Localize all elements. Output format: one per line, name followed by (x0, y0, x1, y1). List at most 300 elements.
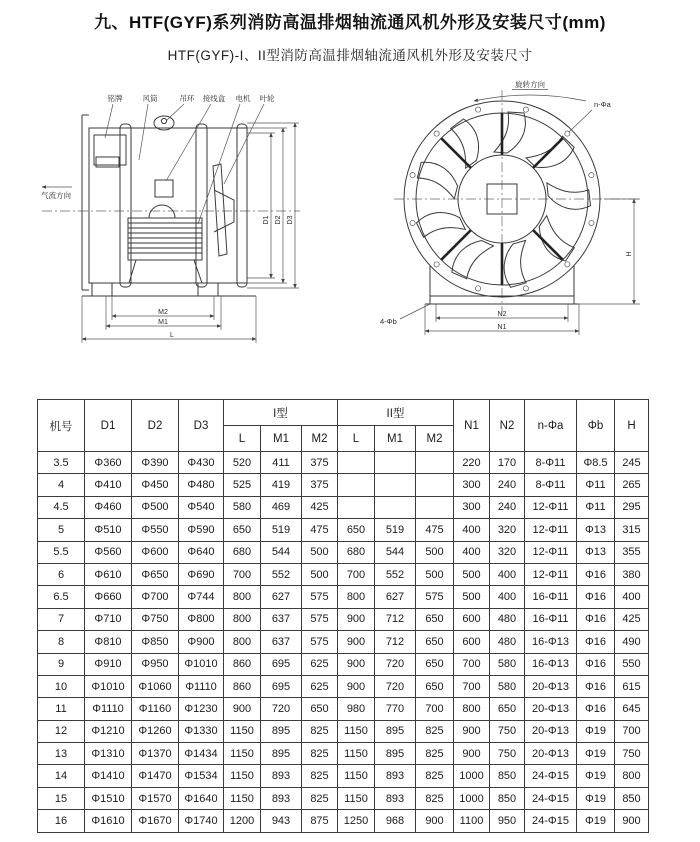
table-cell: 575 (302, 586, 338, 608)
table-cell (375, 452, 416, 474)
table-cell: 575 (302, 608, 338, 630)
dim-n1: N1 (497, 324, 507, 331)
table-cell: Φ550 (132, 519, 179, 541)
table-cell: 240 (490, 496, 525, 518)
table-cell: 637 (261, 631, 302, 653)
table-cell: 1150 (338, 765, 375, 787)
table-cell: Φ410 (85, 474, 132, 496)
table-cell: 265 (615, 474, 649, 496)
table-cell: 500 (454, 563, 490, 585)
table-cell: Φ1160 (132, 698, 179, 720)
header-h: H (615, 400, 649, 452)
table-cell: 637 (261, 608, 302, 630)
airflow-label: 气流方向 (41, 191, 71, 200)
table-cell: Φ950 (132, 653, 179, 675)
table-cell: 1150 (224, 765, 261, 787)
table-cell: Φ1670 (132, 810, 179, 832)
table-row (38, 698, 649, 720)
table-cell: Φ560 (85, 541, 132, 563)
table-cell: Φ690 (179, 563, 224, 585)
nameplate (94, 135, 126, 167)
table-cell: 500 (416, 541, 454, 563)
table-cell: Φ810 (85, 631, 132, 653)
header-d1: D1 (85, 400, 132, 452)
table-cell: 480 (490, 608, 525, 630)
table-cell: Φ660 (85, 586, 132, 608)
table-cell: Φ1434 (179, 743, 224, 765)
table-cell: 552 (375, 563, 416, 585)
table-cell: Φ1310 (85, 743, 132, 765)
header-n-phi-a: n-Φa (525, 400, 577, 452)
table-cell: 700 (338, 563, 375, 585)
label-impeller: 叶轮 (259, 94, 275, 103)
table-cell: 5.5 (38, 541, 85, 563)
table-cell: Φ1230 (179, 698, 224, 720)
table-cell: 500 (302, 563, 338, 585)
table-cell: Φ390 (132, 452, 179, 474)
table-row (38, 743, 649, 765)
header-group-type2: II型 (338, 400, 454, 426)
table-cell: 519 (261, 519, 302, 541)
table-cell: 12-Φ11 (525, 541, 577, 563)
table-cell: 1200 (224, 810, 261, 832)
table-cell: Φ1110 (179, 675, 224, 697)
table-cell: 9 (38, 653, 85, 675)
table-row (38, 496, 649, 518)
dim-d1: D1 (263, 215, 270, 225)
table-row (38, 474, 649, 496)
bolt-circle-label: n-Φa (594, 100, 611, 109)
table-cell: 600 (454, 608, 490, 630)
table-cell: Φ710 (85, 608, 132, 630)
motor (128, 218, 202, 283)
header-type1-l: L (224, 426, 261, 452)
table-cell: 411 (261, 452, 302, 474)
table-cell: 650 (416, 653, 454, 675)
table-cell: 800 (224, 608, 261, 630)
table-cell: 720 (375, 675, 416, 697)
table-cell: 400 (490, 586, 525, 608)
table-cell: 700 (454, 675, 490, 697)
table-cell: 10 (38, 675, 85, 697)
table-cell: 24-Φ15 (525, 765, 577, 787)
table-row (38, 563, 649, 585)
table-cell: 800 (454, 698, 490, 720)
impeller (213, 164, 227, 256)
table-cell: 895 (261, 743, 302, 765)
table-cell: 525 (224, 474, 261, 496)
table-cell: Φ1740 (179, 810, 224, 832)
table-row (38, 765, 649, 787)
table-cell: 320 (490, 541, 525, 563)
table-cell: 770 (375, 698, 416, 720)
motor-dome (149, 205, 175, 218)
header-type2-l: L (338, 426, 375, 452)
table-cell: Φ480 (179, 474, 224, 496)
label-nameplate: 铭牌 (107, 94, 123, 103)
table-cell: 800 (224, 586, 261, 608)
table-cell: 650 (338, 519, 375, 541)
label-duct: 风筒 (142, 94, 158, 103)
table-cell: 7 (38, 608, 85, 630)
table-cell: 900 (338, 675, 375, 697)
table-cell: 11 (38, 698, 85, 720)
table-cell: 20-Φ13 (525, 720, 577, 742)
table-row (38, 720, 649, 742)
table-cell: 20-Φ13 (525, 743, 577, 765)
rotation-label: 旋转方向 (515, 80, 545, 89)
table-cell (338, 496, 375, 518)
header-type2-m1: M1 (375, 426, 416, 452)
table-cell: 825 (302, 787, 338, 809)
table-cell: 15 (38, 787, 85, 809)
header-d3: D3 (179, 400, 224, 452)
label-lifting-ring: 吊环 (179, 94, 195, 103)
table-cell: 615 (615, 675, 649, 697)
table-cell: 750 (490, 743, 525, 765)
dimensions-table (37, 399, 649, 833)
flange-ring-right (196, 124, 207, 287)
table-cell: 550 (615, 653, 649, 675)
table-cell: Φ540 (179, 496, 224, 518)
table-cell: Φ19 (577, 720, 615, 742)
table-cell: Φ800 (179, 608, 224, 630)
table-cell: Φ16 (577, 653, 615, 675)
table-cell: 825 (416, 765, 454, 787)
table-cell: Φ510 (85, 519, 132, 541)
table-cell: Φ19 (577, 810, 615, 832)
page-title: 九、HTF(GYF)系列消防高温排烟轴流通风机外形及安装尺寸(mm) (94, 13, 606, 32)
table-cell: 968 (375, 810, 416, 832)
table-cell: 13 (38, 743, 85, 765)
table-cell: Φ500 (132, 496, 179, 518)
table-cell: 700 (615, 720, 649, 742)
table-cell: 419 (261, 474, 302, 496)
header-phi-b: Φb (577, 400, 615, 452)
foot-hole-label: 4-Φb (380, 317, 397, 326)
base-feet (82, 283, 256, 296)
table-cell: 14 (38, 765, 85, 787)
table-cell: 1150 (224, 720, 261, 742)
table-cell: 650 (302, 698, 338, 720)
table-row (38, 541, 649, 563)
table-cell: 4.5 (38, 496, 85, 518)
table-cell: 900 (416, 810, 454, 832)
table-cell: 400 (454, 541, 490, 563)
label-junction-box: 接线盒 (202, 94, 226, 103)
table-cell: 800 (224, 631, 261, 653)
table-cell: Φ1370 (132, 743, 179, 765)
table-cell: 900 (338, 631, 375, 653)
table-cell: 24-Φ15 (525, 787, 577, 809)
height-dimension (579, 199, 640, 304)
table-cell: 20-Φ13 (525, 675, 577, 697)
table-cell: 1000 (454, 765, 490, 787)
table-cell: 627 (261, 586, 302, 608)
table-cell: Φ1010 (85, 675, 132, 697)
table-cell: 3.5 (38, 452, 85, 474)
table-cell: 800 (338, 586, 375, 608)
table-cell: 650 (416, 631, 454, 653)
dim-l: L (170, 332, 174, 339)
table-cell: Φ19 (577, 743, 615, 765)
table-cell: Φ1610 (85, 810, 132, 832)
table-cell: 900 (224, 698, 261, 720)
table-cell: 8-Φ11 (525, 452, 577, 474)
table-cell: 544 (375, 541, 416, 563)
table-cell: 695 (261, 675, 302, 697)
table-cell: 16 (38, 810, 85, 832)
table-cell: 1150 (338, 743, 375, 765)
table-cell: Φ13 (577, 519, 615, 541)
table-cell: 400 (615, 586, 649, 608)
table-cell: 895 (375, 720, 416, 742)
table-cell: 720 (261, 698, 302, 720)
table-cell: Φ750 (132, 608, 179, 630)
table-cell: 580 (224, 496, 261, 518)
table-cell: Φ1060 (132, 675, 179, 697)
table-cell: 295 (615, 496, 649, 518)
table-cell: 900 (338, 653, 375, 675)
table-cell: 8-Φ11 (525, 474, 577, 496)
table-cell: Φ1330 (179, 720, 224, 742)
table-row (38, 586, 649, 608)
impeller-blades (415, 112, 592, 289)
dim-n2: N2 (497, 311, 507, 318)
table-cell: Φ1010 (179, 653, 224, 675)
table-cell: 170 (490, 452, 525, 474)
table-row (38, 519, 649, 541)
table-cell: 320 (490, 519, 525, 541)
table-cell (338, 474, 375, 496)
table-cell: 16-Φ13 (525, 653, 577, 675)
table-cell: Φ11 (577, 496, 615, 518)
table-row (38, 631, 649, 653)
table-cell: 1000 (454, 787, 490, 809)
table-cell: 900 (454, 743, 490, 765)
table-cell: 980 (338, 698, 375, 720)
table-cell: 893 (375, 787, 416, 809)
length-dimensions (82, 296, 256, 343)
table-cell: Φ1570 (132, 787, 179, 809)
table-cell: Φ1510 (85, 787, 132, 809)
table-cell: 580 (490, 653, 525, 675)
table-cell: 695 (261, 653, 302, 675)
header-n2: N2 (490, 400, 525, 452)
table-cell: 680 (338, 541, 375, 563)
header-machine-no: 机号 (38, 400, 85, 452)
table-cell: 850 (490, 787, 525, 809)
table-cell: 943 (261, 810, 302, 832)
table-cell: 1150 (338, 720, 375, 742)
table-cell: Φ600 (132, 541, 179, 563)
table-cell: 950 (490, 810, 525, 832)
table-cell: 8 (38, 631, 85, 653)
table-cell: 16-Φ13 (525, 631, 577, 653)
table-cell: 850 (490, 765, 525, 787)
table-cell: 893 (375, 765, 416, 787)
table-cell (416, 496, 454, 518)
table-cell: 650 (224, 519, 261, 541)
table-cell: 469 (261, 496, 302, 518)
table-cell: 240 (490, 474, 525, 496)
table-cell: 12 (38, 720, 85, 742)
table-cell: 700 (416, 698, 454, 720)
table-cell: Φ590 (179, 519, 224, 541)
header-type1-m2: M2 (302, 426, 338, 452)
table-cell: 680 (224, 541, 261, 563)
table-cell: 650 (490, 698, 525, 720)
header-type1-m1: M1 (261, 426, 302, 452)
table-cell: Φ19 (577, 787, 615, 809)
table-cell: Φ16 (577, 563, 615, 585)
page-subtitle: HTF(GYF)-I、II型消防高温排烟轴流通风机外形及安装尺寸 (167, 48, 533, 63)
table-cell: 900 (338, 608, 375, 630)
header-n1: N1 (454, 400, 490, 452)
table-row (38, 787, 649, 809)
table-cell: 375 (302, 452, 338, 474)
table-cell: Φ430 (179, 452, 224, 474)
table-cell: 544 (261, 541, 302, 563)
table-cell: 893 (261, 765, 302, 787)
table-cell: Φ16 (577, 675, 615, 697)
dim-h: H (626, 251, 633, 257)
table-cell: Φ1534 (179, 765, 224, 787)
table-cell: 712 (375, 608, 416, 630)
foot-hole-callout (380, 304, 430, 326)
dim-m1: M1 (158, 319, 168, 326)
table-cell: 300 (454, 474, 490, 496)
header-group-type1: I型 (224, 400, 338, 426)
table-row (38, 675, 649, 697)
table-cell: 825 (416, 743, 454, 765)
inlet-panel (82, 115, 89, 290)
table-cell: 895 (261, 720, 302, 742)
table-cell: 575 (302, 631, 338, 653)
table-cell: 1100 (454, 810, 490, 832)
table-cell: 5 (38, 519, 85, 541)
table-cell: 825 (416, 720, 454, 742)
table-cell: Φ16 (577, 608, 615, 630)
table-cell: 20-Φ13 (525, 698, 577, 720)
table-cell (375, 474, 416, 496)
table-cell: Φ1640 (179, 787, 224, 809)
dimensions-table-body (38, 452, 649, 833)
fan-side-view-drawing (28, 78, 348, 358)
table-cell: 16-Φ11 (525, 608, 577, 630)
table-cell: 825 (302, 765, 338, 787)
table-cell: 552 (261, 563, 302, 585)
header-d2: D2 (132, 400, 179, 452)
table-cell: 893 (261, 787, 302, 809)
table-cell: 895 (375, 743, 416, 765)
table-cell: Φ13 (577, 541, 615, 563)
table-cell: 245 (615, 452, 649, 474)
table-cell: 825 (302, 720, 338, 742)
table-cell: 490 (615, 631, 649, 653)
table-cell: Φ910 (85, 653, 132, 675)
table-row (38, 608, 649, 630)
label-motor: 电机 (235, 94, 251, 103)
table-cell: 625 (302, 675, 338, 697)
table-cell: 24-Φ15 (525, 810, 577, 832)
table-cell: 900 (454, 720, 490, 742)
table-cell: 650 (416, 675, 454, 697)
table-cell: Φ16 (577, 698, 615, 720)
table-cell: Φ1410 (85, 765, 132, 787)
table-cell (416, 452, 454, 474)
table-cell (416, 474, 454, 496)
table-cell (338, 452, 375, 474)
table-cell: 850 (615, 787, 649, 809)
table-cell: 645 (615, 698, 649, 720)
header-type2-m2: M2 (416, 426, 454, 452)
table-cell: 520 (224, 452, 261, 474)
table-cell: 860 (224, 675, 261, 697)
table-cell: 300 (454, 496, 490, 518)
table-row (38, 452, 649, 474)
table-cell: 380 (615, 563, 649, 585)
table-cell: 12-Φ11 (525, 496, 577, 518)
table-cell: 750 (615, 743, 649, 765)
junction-box (155, 180, 173, 197)
table-cell: 625 (302, 653, 338, 675)
table-cell: 1150 (338, 787, 375, 809)
table-cell: 600 (454, 631, 490, 653)
part-labels (105, 93, 275, 224)
table-cell: 627 (375, 586, 416, 608)
table-cell: 480 (490, 631, 525, 653)
table-cell: 712 (375, 631, 416, 653)
table-cell: Φ1260 (132, 720, 179, 742)
table-cell: 800 (615, 765, 649, 787)
table-cell: 12-Φ11 (525, 563, 577, 585)
table-cell: Φ850 (132, 631, 179, 653)
table-cell: 1150 (224, 787, 261, 809)
table-cell: Φ1470 (132, 765, 179, 787)
table-cell: Φ1110 (85, 698, 132, 720)
table-cell: 500 (416, 563, 454, 585)
rotation-direction (474, 79, 586, 101)
table-cell: 16-Φ11 (525, 586, 577, 608)
table-cell: 825 (302, 743, 338, 765)
table-cell: 475 (302, 519, 338, 541)
table-cell: 575 (416, 586, 454, 608)
table-cell: 500 (302, 541, 338, 563)
airflow-direction (41, 187, 72, 200)
table-cell: Φ700 (132, 586, 179, 608)
table-cell: 1150 (224, 743, 261, 765)
table-cell: 425 (615, 608, 649, 630)
table-cell: 500 (454, 586, 490, 608)
table-cell: 825 (416, 787, 454, 809)
table-cell: 580 (490, 675, 525, 697)
table-cell: 900 (615, 810, 649, 832)
fan-front-view-drawing (378, 76, 688, 366)
table-cell: Φ11 (577, 474, 615, 496)
table-cell (375, 496, 416, 518)
table-cell: 700 (454, 653, 490, 675)
table-cell: 355 (615, 541, 649, 563)
table-row (38, 810, 649, 832)
table-cell: 12-Φ11 (525, 519, 577, 541)
dim-d2: D2 (275, 215, 282, 225)
table-cell: 220 (454, 452, 490, 474)
table-cell: 6 (38, 563, 85, 585)
table-cell: 519 (375, 519, 416, 541)
table-cell: Φ460 (85, 496, 132, 518)
table-cell: Φ640 (179, 541, 224, 563)
